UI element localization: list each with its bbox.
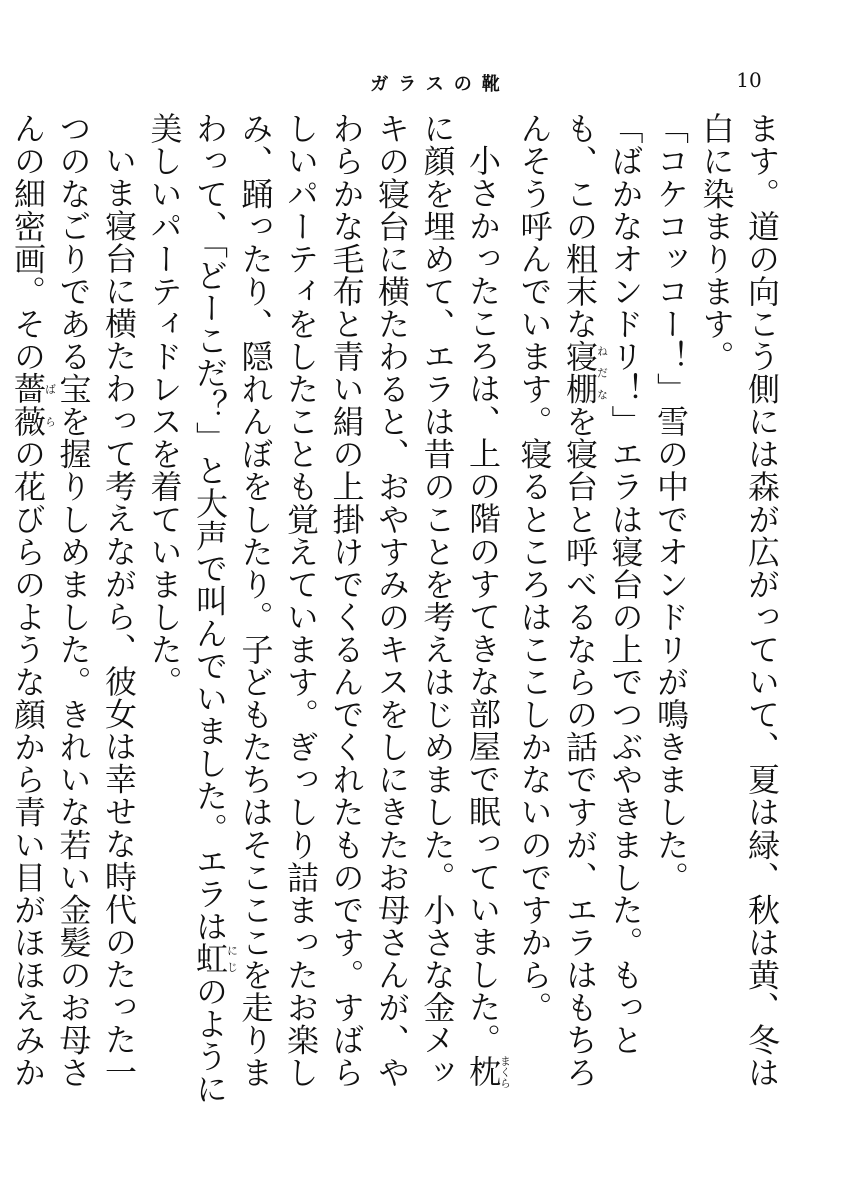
text-run: のように美しいパーティドレスを着ていました。 [145,112,229,1106]
paragraph [648,112,694,1112]
ruby-reading: ねだな [595,339,609,405]
text-run: 小さかったころは、上の階のすてきな部屋で眠っていました。 [464,144,502,1056]
paragraph [0,112,141,1112]
ruby-word [464,1055,512,1089]
ruby-word [561,339,609,405]
ruby-base: 虹 [191,942,229,975]
page-number: 10 [736,68,762,92]
running-title: ガラスの靴 [370,74,510,95]
paragraph [693,112,784,1112]
paragraph [511,112,648,1112]
ruby-base: 寝棚 [561,339,599,405]
ruby-reading: ば [43,372,57,405]
text-run: を寝台と呼べるならの話ですが、エラはもちろんそう呼んでいます。寝るところはここしかないのですから。 [515,112,599,1089]
ruby-base: 薇 [9,404,47,438]
ruby-reading: まくら [498,1055,512,1089]
ruby-base: 枕 [464,1055,502,1089]
paragraph [141,112,511,1112]
text-run: 「ばかなオンドリ！」エラは寝台の上でつぶやきました。もっとも、この粗末な [561,112,645,1056]
text-run: ます。道の向こう側には森が広がっていて、夏は緑、秋は黄、冬は白に染まります。 [697,112,781,1089]
ruby-reading: ら [43,404,57,438]
ruby-word [191,942,239,975]
text-run: に顔を埋めて、エラは昔のことを考えはじめました。小さな金メッキの寝台に横たわると、おやすみのキスをしにきたお母さんが、やわらかな毛布と青い絹の上掛けでくるんでくれたものです。すばらしいパーティをしたことも覚えています。ぎっしり詰まったお楽しみ、踊ったり、隠れんぼをしたり。子どもたちはそこここを走りまわって、「どーこだ？」と大声で叫んでいました。エラは [191,112,457,1089]
ruby-word [9,372,57,405]
text-run: いま寝台に横たわって考えながら、彼女は幸せな時代のたった一つのなごりである宝を握りしめました。きれいな若い金髪のお母さんの細密画。その [9,112,138,1089]
ruby-base: 薔 [9,372,47,405]
text-run: の花びらのような顔から青い目がほほえみか [9,437,47,1089]
text-run: 「コケコッコー！」雪の中でオンドリが鳴きました。 [652,112,690,894]
ruby-word [9,404,57,438]
body-text [9,112,784,1112]
ruby-reading: にじ [225,942,239,975]
